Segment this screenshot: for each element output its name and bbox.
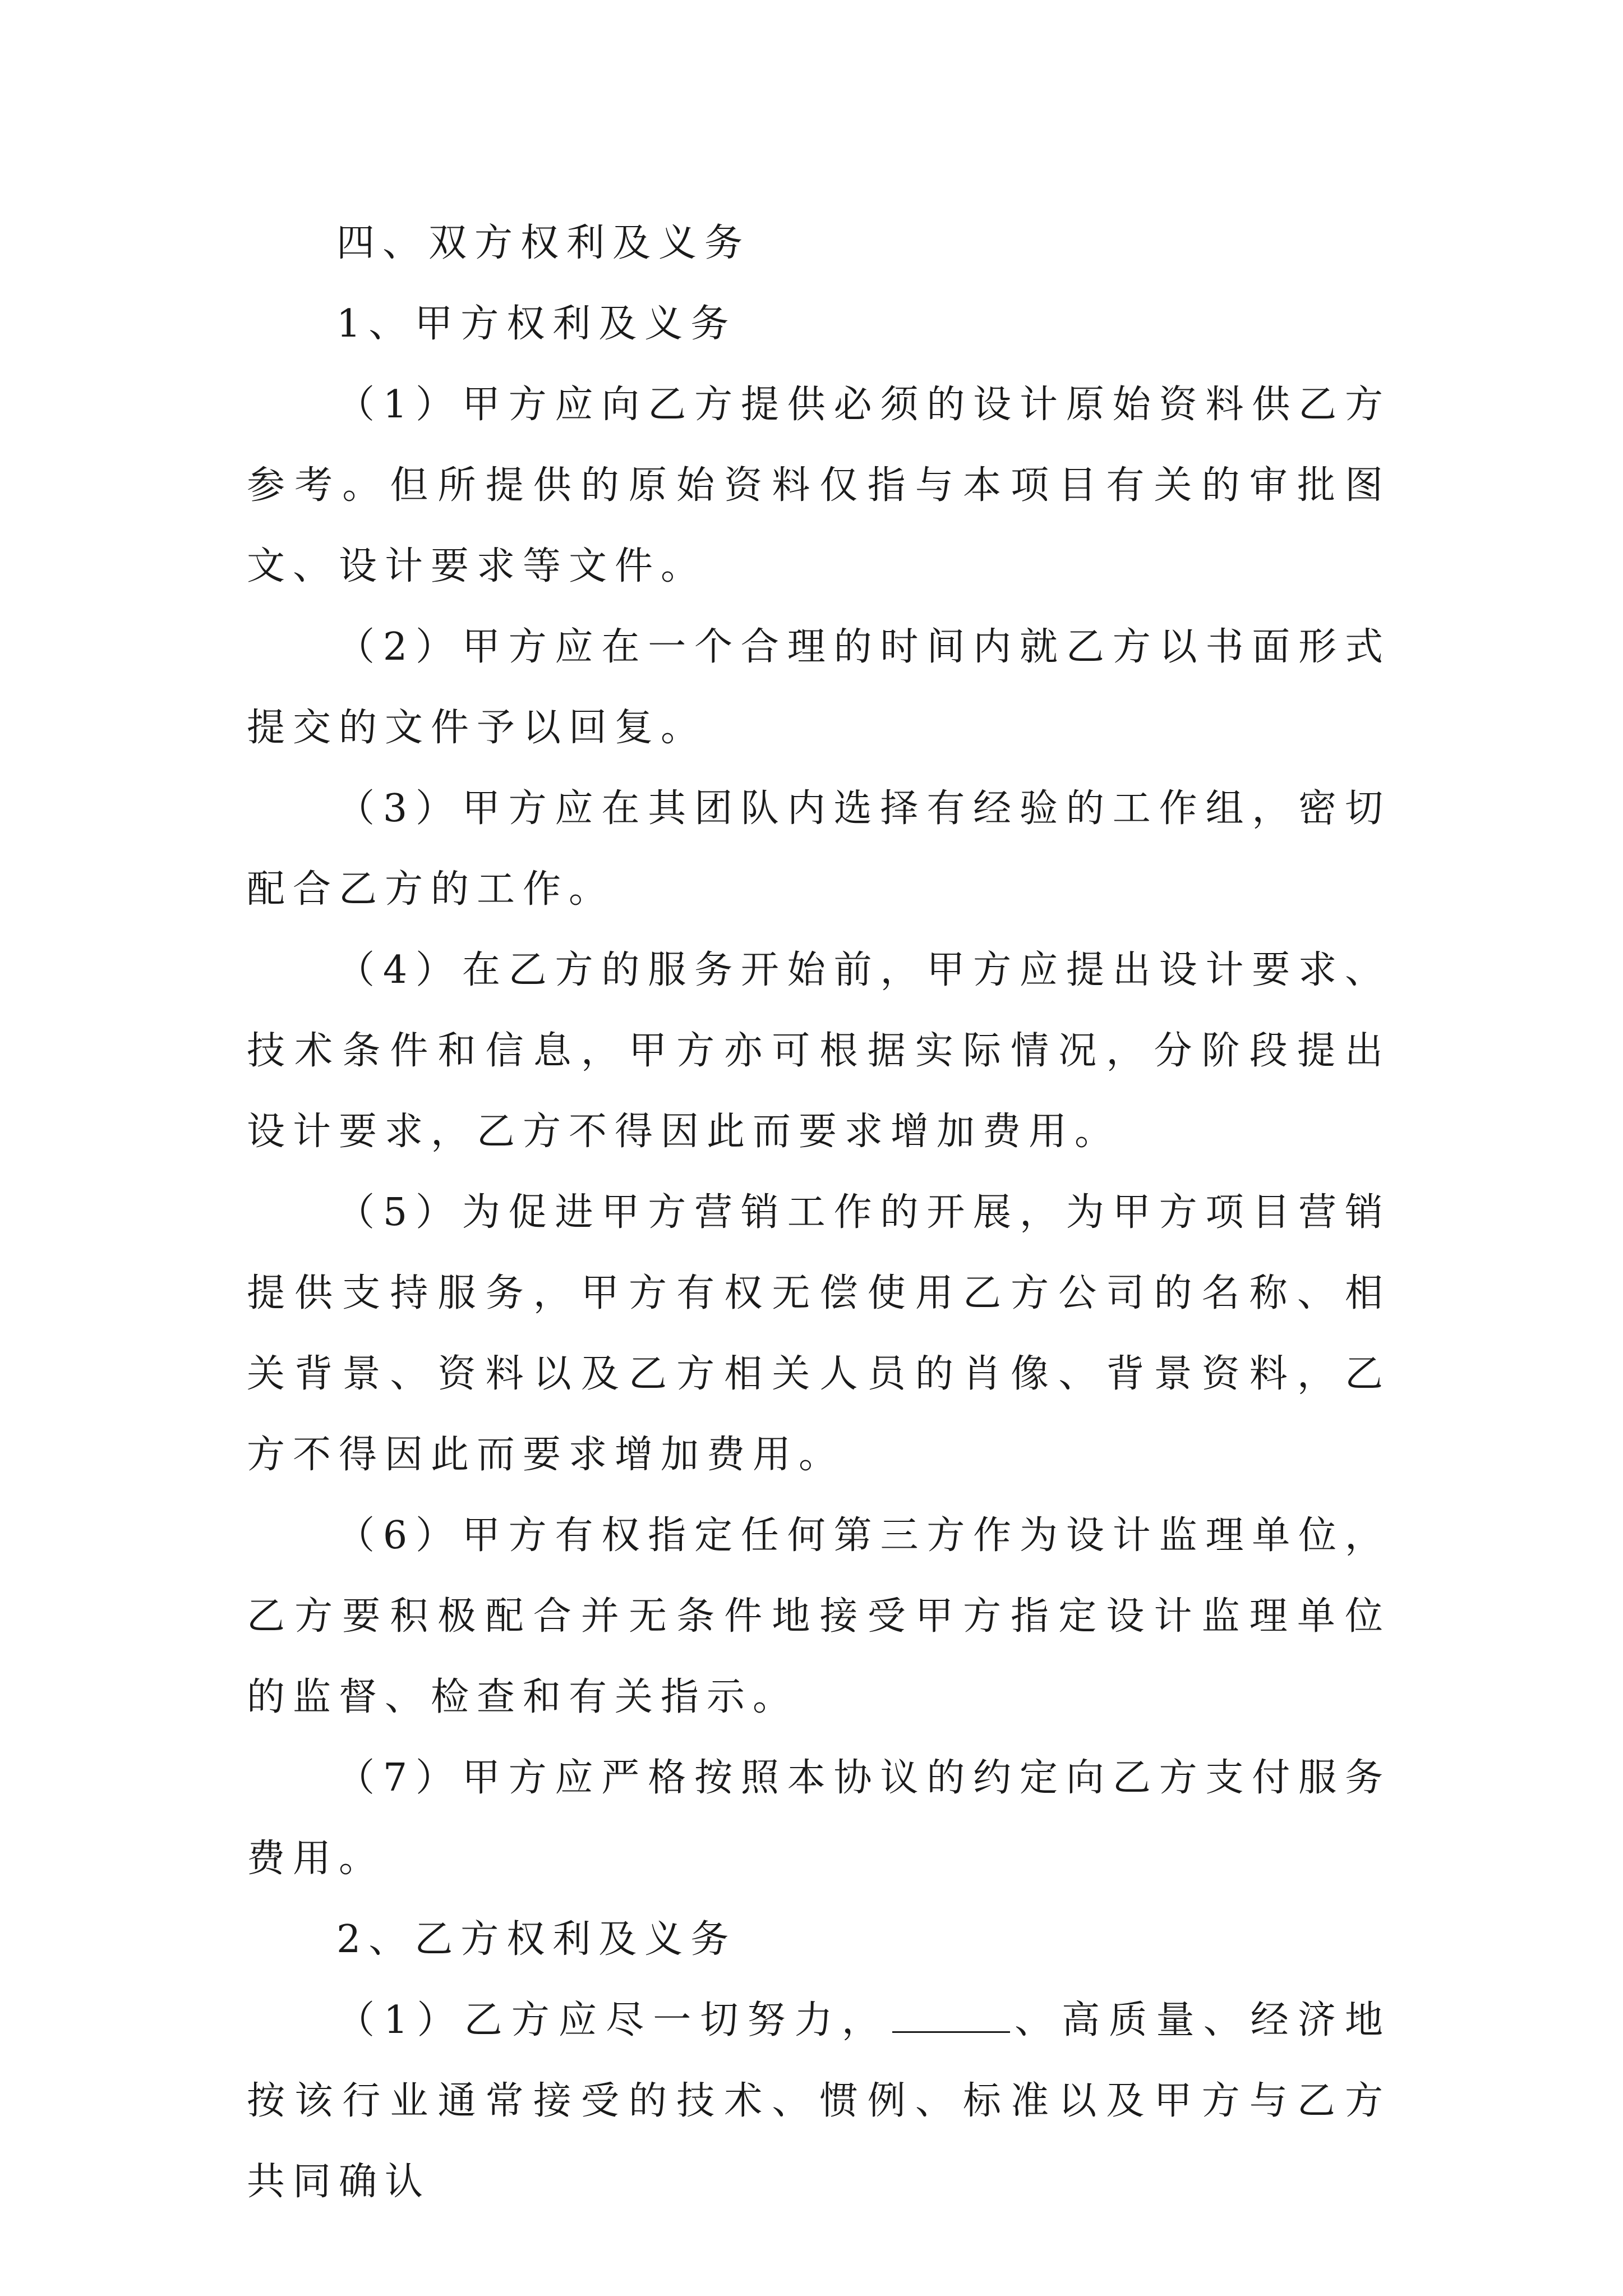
party-a-clause-7: （7）甲方应严格按照本协议的约定向乙方支付服务费用。 [247,1756,1391,1881]
party-a-clause-1: （1）甲方应向乙方提供必须的设计原始资料供乙方参考。但所提供的原始资料仅指与本项目有关的审批图文、设计要求等文件。 [247,383,1391,588]
section-heading: 四、双方权利及义务 [336,221,751,265]
party-a-clause-3: （3）甲方应在其团队内选择有经验的工作组，密切配合乙方的工作。 [247,786,1391,912]
party-b-heading: 2、乙方权利及义务 [336,1917,737,1962]
party-b-clause-1-text-start: （1）乙方应尽一切努力， [336,1998,889,2042]
document-body [247,203,1391,2223]
fill-in-blank-line [892,1998,1010,2033]
party-a-clause-4: （4）在乙方的服务开始前，甲方应提出设计要求、技术条件和信息，甲方亦可根据实际情况，分阶段提出设计要求，乙方不得因此而要求增加费用。 [247,948,1391,1154]
party-b-clause-1-text-end: 、高质量、经济地按该行业通常接受的技术、惯例、标准以及甲方与乙方共同确认 [247,1998,1391,2204]
party-b-clause-1 [247,1980,1391,2223]
party-a-clause-6: （6）甲方有权指定任何第三方作为设计监理单位，乙方要积极配合并无条件地接受甲方指定设计监理单位的监督、检查和有关指示。 [247,1513,1391,1719]
party-a-clause-5: （5）为促进甲方营销工作的开展，为甲方项目营销提供支持服务，甲方有权无偿使用乙方公司的名称、相关背景、资料以及乙方相关人员的肖像、背景资料，乙方不得因此而要求增加费用。 [247,1190,1391,1477]
party-a-clause-2: （2）甲方应在一个合理的时间内就乙方以书面形式提交的文件予以回复。 [247,625,1391,750]
party-a-heading: 1、甲方权利及义务 [336,302,737,346]
